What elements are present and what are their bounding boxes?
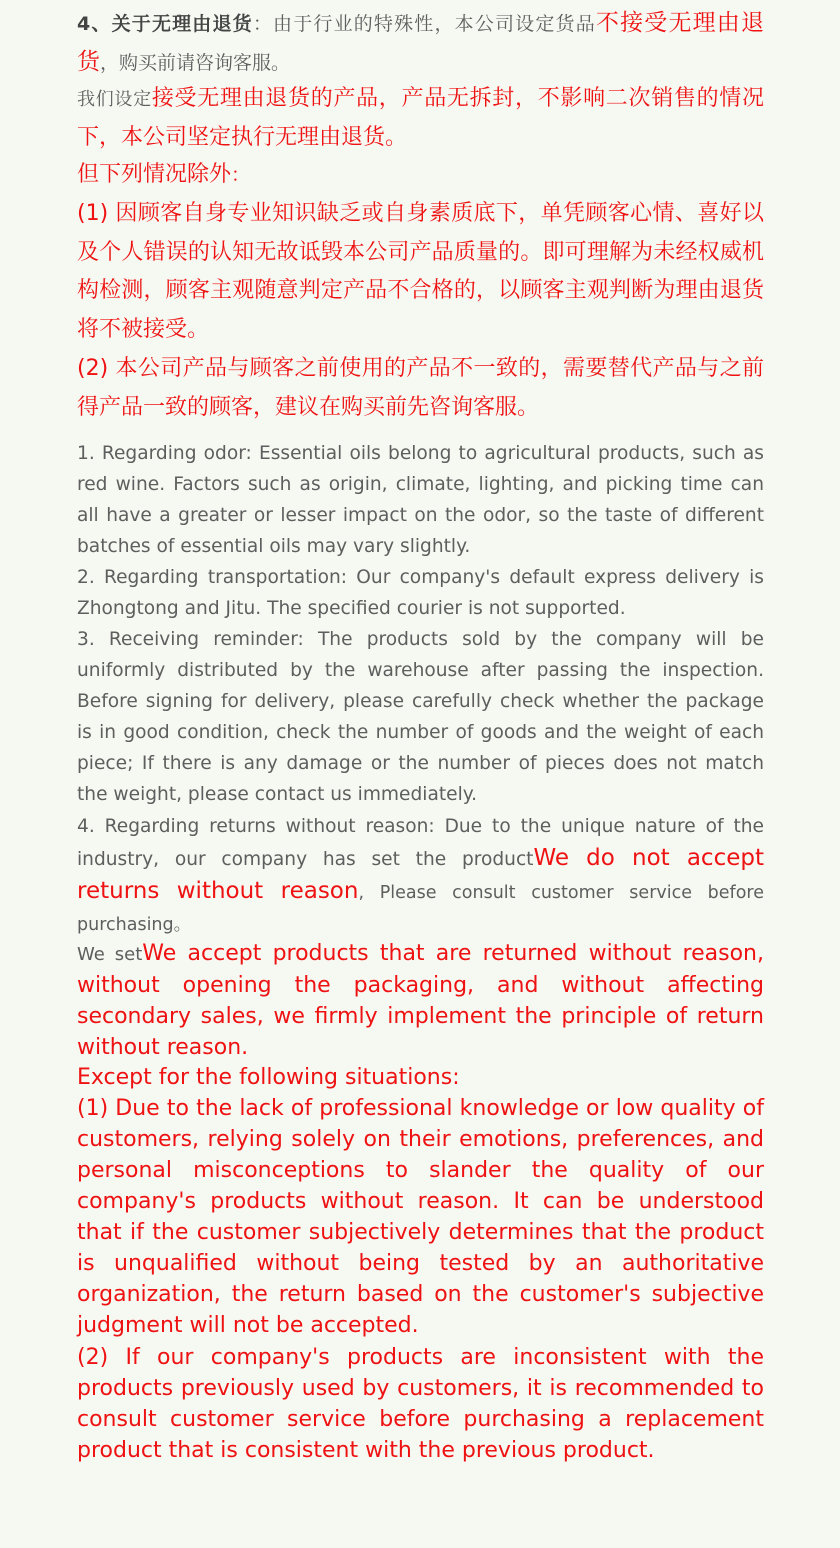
- zh-returns-tail: ，购买前请咨询客服。: [100, 52, 291, 74]
- zh-returns-section: [77, 4, 764, 82]
- en-receiving-reminder-item: 3. Receiving reminder: The products sold by the company will be uniformly distributed by the warehouse after passing the inspection. Before signing for delivery, please carefully check whether the package is in good condition, check the number of goods and the weight of each piece; If there is any damage or the number of pieces does not match the weight, please contact us immediately.: [77, 629, 764, 805]
- en-exception-case-2: (2) If our company's products are inconsistent with the products previously used by customers, it is recommended to consult customer service before purchasing a replacement product that is consistent with the previous product.: [77, 1345, 764, 1463]
- zh-exceptions-text: 但下列情况除外: [77, 162, 232, 187]
- zh-no-return-highlight: 不接受无理由退货: [77, 10, 764, 75]
- en-no-return-highlight: We do not accept returns without reason: [77, 845, 764, 904]
- zh-returns-text: ：由于行业的特殊性，本公司设定货品: [252, 13, 596, 35]
- en-exceptions-heading: Except for the following situations:: [77, 1065, 460, 1090]
- zh-returns-heading: 4、关于无理由退货: [77, 13, 253, 35]
- en-transportation-item: 2. Regarding transportation: Our company's default express delivery is Zhongtong and Jitu. The specified courier is not supported.: [77, 567, 764, 619]
- en-exception-case-1: (1) Due to the lack of professional knowledge or low quality of customers, relying solely on their emotions, preferences, and personal misconceptions to slander the quality of our company's products without reason. It can be understood that if the customer subjectively determines that the product is unqualified without being tested by an authoritative organization, the return based on the customer's subjective judgment will not be accepted.: [77, 1096, 764, 1338]
- zh-policy-text: 接受无理由退货的产品，产品无拆封，不影响二次销售的情况下，本公司坚定执行无理由退货。: [77, 86, 765, 150]
- en-odor-item: 1. Regarding odor: Essential oils belong to agricultural products, such as red wine. Factors such as origin, climate, lighting, and picking time can all have a greater or lesser impact on the odor, so the taste of different batches of essential oils may vary slightly.: [77, 443, 764, 557]
- zh-exceptions-heading: [77, 156, 764, 194]
- en-returns-tail: , Please consult customer service before purchasing。: [77, 883, 764, 935]
- en-returns-item: [77, 811, 764, 941]
- en-returns-text: 4. Regarding returns without reason: Due to the unique nature of the industry, our company has set the product: [77, 816, 764, 870]
- en-policy-paragraph: [77, 938, 764, 1063]
- zh-exception-case-2: (2) 本公司产品与顾客之前使用的产品不一致的，需要替代产品与之前得产品一致的顾客，建议在购买前先咨询客服。: [77, 356, 764, 420]
- en-policy-text: We accept products that are returned without reason, without opening the packaging, and without affecting secondary sales, we firmly implement the principle of return without reason.: [77, 941, 764, 1060]
- zh-exceptions-colon: ：: [231, 164, 251, 186]
- zh-policy-paragraph: [77, 80, 764, 157]
- zh-exception-case-1: (1) 因顾客自身专业知识缺乏或自身素质底下，单凭顾客心情、喜好以及个人错误的认知无故诋毁本公司产品质量的。即可理解为未经权威机构检测，顾客主观随意判定产品不合格的，以顾客主观判断为理由退货将不被接受。: [77, 201, 764, 342]
- en-policy-lead: We set: [77, 944, 143, 965]
- zh-policy-lead: 我们设定: [77, 89, 152, 110]
